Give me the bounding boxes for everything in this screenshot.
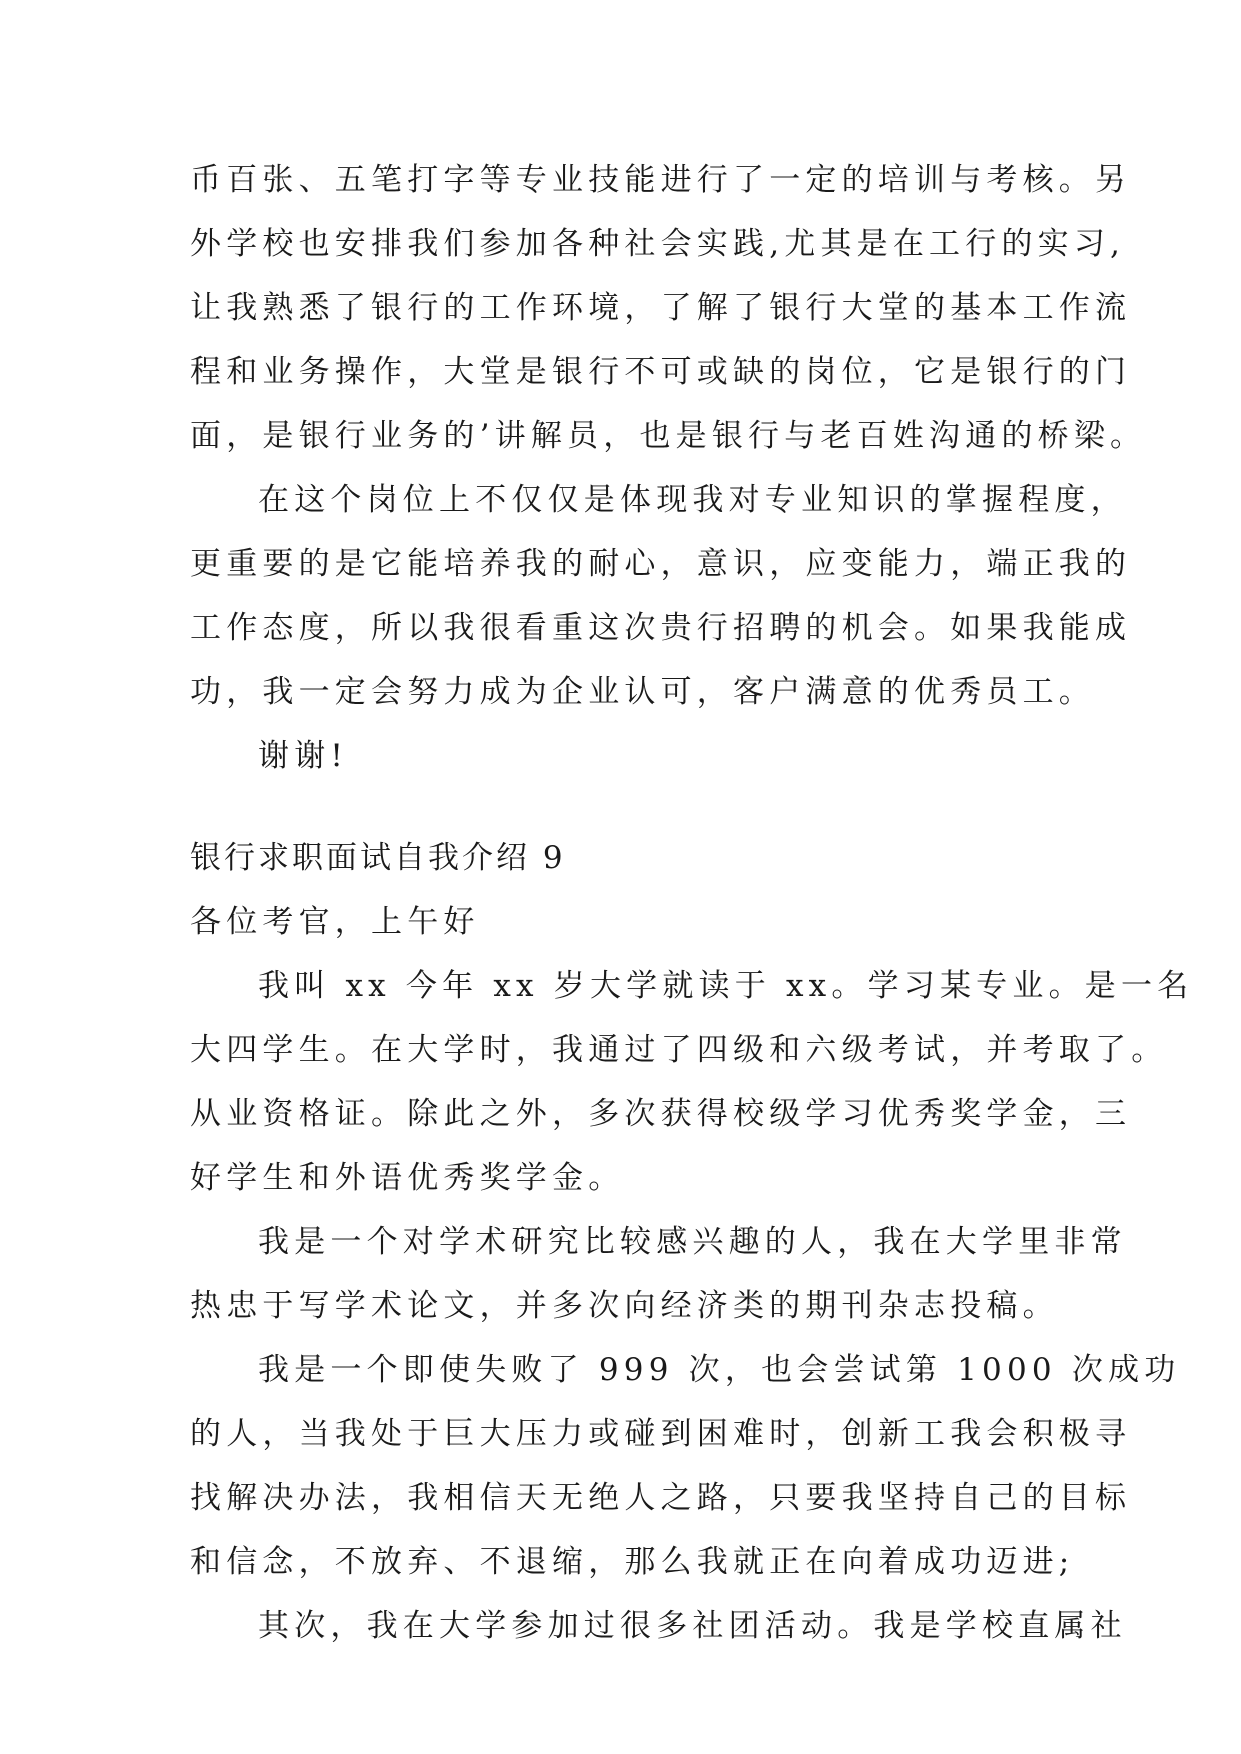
- paragraph-line: 热忠于写学术论文，并多次向经济类的期刊杂志投稿。: [190, 1288, 1059, 1324]
- paragraph-line: 面，是银行业务的’讲解员，也是银行与老百姓沟通的桥梁。: [190, 418, 1147, 454]
- paragraph-line: 功，我一定会努力成为企业认可，客户满意的优秀员工。: [190, 674, 1095, 710]
- paragraph-line: 程和业务操作，大堂是银行不可或缺的岗位，它是银行的门: [190, 354, 1132, 390]
- closing-thanks: 谢谢!: [258, 738, 349, 774]
- paragraph-line: 其次，我在大学参加过很多社团活动。我是学校直属社: [258, 1608, 1127, 1644]
- paragraph-line: 大四学生。在大学时，我通过了四级和六级考试，并考取了。: [190, 1032, 1168, 1068]
- paragraph-line: 从业资格证。除此之外，多次获得校级学习优秀奖学金，三: [190, 1096, 1132, 1132]
- greeting-line: 各位考官，上午好: [190, 904, 480, 940]
- paragraph-line: 好学生和外语优秀奖学金。: [190, 1160, 625, 1196]
- paragraph-line: 让我熟悉了银行的工作环境，了解了银行大堂的基本工作流: [190, 290, 1132, 326]
- paragraph-line: 在这个岗位上不仅仅是体现我对专业知识的掌握程度，: [258, 482, 1127, 518]
- paragraph-line: 我叫 xx 今年 xx 岁大学就读于 xx。学习某专业。是一名: [258, 968, 1194, 1004]
- paragraph-line: 工作态度，所以我很看重这次贵行招聘的机会。如果我能成: [190, 610, 1132, 646]
- paragraph-line: 的人，当我处于巨大压力或碰到困难时，创新工我会积极寻: [190, 1416, 1132, 1452]
- paragraph-line: 外学校也安排我们参加各种社会实践,尤其是在工行的实习,: [190, 226, 1126, 262]
- document-body: [190, 148, 1194, 1658]
- paragraph-line: 币百张、五笔打字等专业技能进行了一定的培训与考核。另: [190, 162, 1132, 198]
- paragraph-line: 和信念，不放弃、不退缩，那么我就正在向着成功迈进;: [190, 1544, 1075, 1580]
- section-heading: 银行求职面试自我介绍 9: [190, 840, 566, 876]
- paragraph-line: 更重要的是它能培养我的耐心，意识，应变能力，端正我的: [190, 546, 1132, 582]
- paragraph-line: 我是一个即使失败了 999 次，也会尝试第 1000 次成功: [258, 1352, 1181, 1388]
- paragraph-line: 找解决办法，我相信天无绝人之路，只要我坚持自己的目标: [190, 1480, 1132, 1516]
- section-gap: [190, 788, 1090, 826]
- paragraph-line: 我是一个对学术研究比较感兴趣的人，我在大学里非常: [258, 1224, 1127, 1260]
